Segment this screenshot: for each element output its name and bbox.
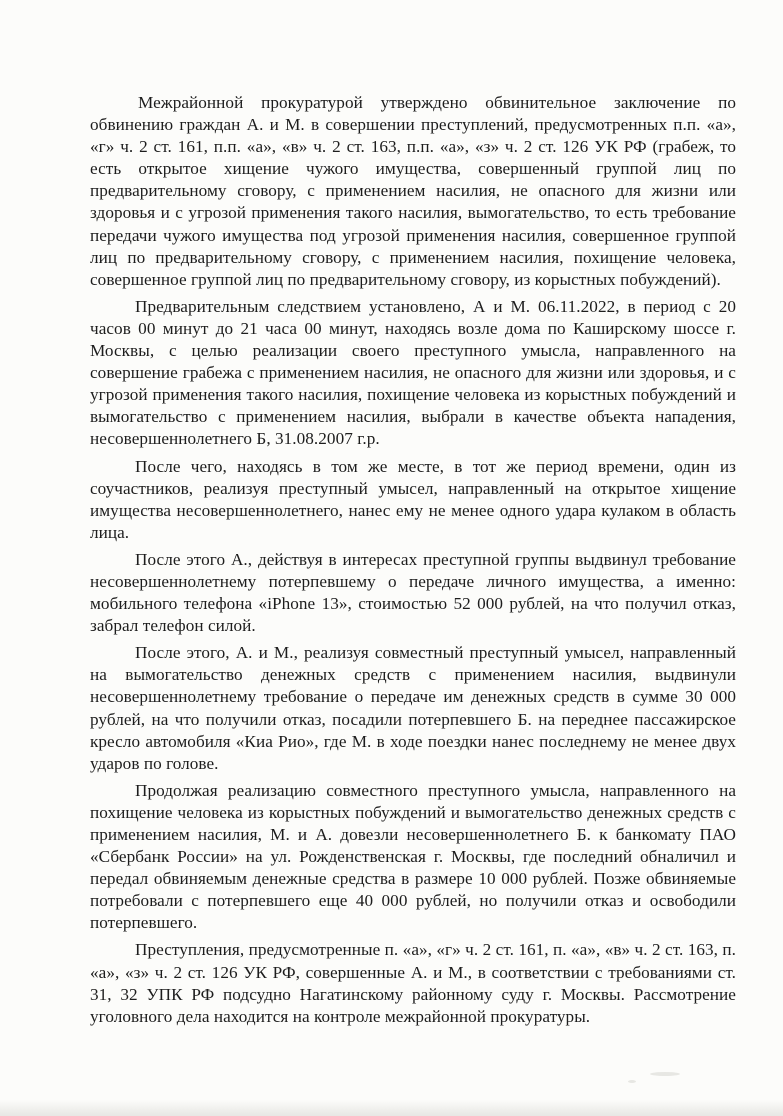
paragraph-indictment-approved: Межрайонной прокуратурой утверждено обвинительное заключение по обвинению граждан А. и М. в совершении преступлений, предусмотренных п.п. «а», «г» ч. 2 ст. 161, п.п. «а», «в» ч. 2 ст. 163, п.п. «а», «з» ч. 2 ст. 126 УК РФ (грабеж, то есть открытое хищение чужого имущества, совершенный группой лиц по предварительному сговору, с применением насилия, не опасного для жизни или здоровья и с угрозой применения такого насилия, вымогательство, то есть требование передачи чужого имущества под угрозой применения насилия, совершенное группой лиц по предварительному сговору, с применением насилия, похищение человека, совершенное группой лиц по предварительному сговору, из корыстных побуждений). <box>90 93 736 289</box>
paragraph-extortion: После этого, А. и М., реализуя совместный преступный умысел, направленный на вымогательство денежных средств с применением насилия, выдвинули несовершеннолетнему требование о передаче им денежных средств в сумме 30 000 рублей, на что получили отказ, посадили потерпевшего Б. на переднее пассажирское кресло автомобиля «Киа Рио», где М. в ходе поездки нанес последнему не менее двух ударов по голове. <box>90 643 736 773</box>
paragraph-first-assault: После чего, находясь в том же месте, в тот же период времени, один из соучастников, реализуя преступный умысел, направленный на открытое хищение имущества несовершеннолетнего, нанес ему не менее одного удара кулаком в область лица. <box>90 456 736 542</box>
scan-smudge <box>628 1080 636 1083</box>
paragraph-atm-withdrawal: Продолжая реализацию совместного преступного умысла, направленного на похищение человека из корыстных побуждений и вымогательство денежных средств с применением насилия, М. и А. довезли несовершеннолетнего Б. к банкомату ПАО «Сбербанк России» на ул. Рожденственская г. Москвы, где последний обналичил и передал обвиняемым денежные средства в размере 10 000 рублей. Позже обвиняемые потребовали с потерпевшего еще 40 000 рублей, но получили отказ и освободили потерпевшего. <box>90 780 736 933</box>
document-body <box>90 92 736 1028</box>
paragraph-jurisdiction: Преступления, предусмотренные п. «а», «г» ч. 2 ст. 161, п. «а», «в» ч. 2 ст. 163, п. «а», «з» ч. 2 ст. 126 УК РФ, совершенные А. и М., в соответствии с требованиями ст. 31, 32 УПК РФ подсудно Нагатинскому районному суду г. Москвы. Рассмотрение уголовного дела находится на контроле межрайонной прокуратуры. <box>90 940 736 1026</box>
scan-edge-shadow <box>0 1100 783 1116</box>
paragraph-investigation-findings: Предварительным следствием установлено, А и М. 06.11.2022, в период с 20 часов 00 минут до 21 часа 00 минут, находясь возле дома по Каширскому шоссе г. Москвы, с целью реализации своего преступного умысла, направленного на совершение грабежа с применением насилия, не опасного для жизни или здоровья, и с угрозой применения такого насилия, похищение человека из корыстных побуждений и вымогательство с применением насилия, выбрали в качестве объекта нападения, несовершеннолетнего Б, 31.08.2007 г.р. <box>90 296 736 449</box>
scan-smudge <box>650 1072 680 1076</box>
paragraph-phone-taken: После этого А., действуя в интересах преступной группы выдвинул требование несовершеннолетнему потерпевшему о передаче личного имущества, а именно: мобильного телефона «iPhone 13», стоимостью 52 000 рублей, на что получил отказ, забрал телефон силой. <box>90 549 736 636</box>
